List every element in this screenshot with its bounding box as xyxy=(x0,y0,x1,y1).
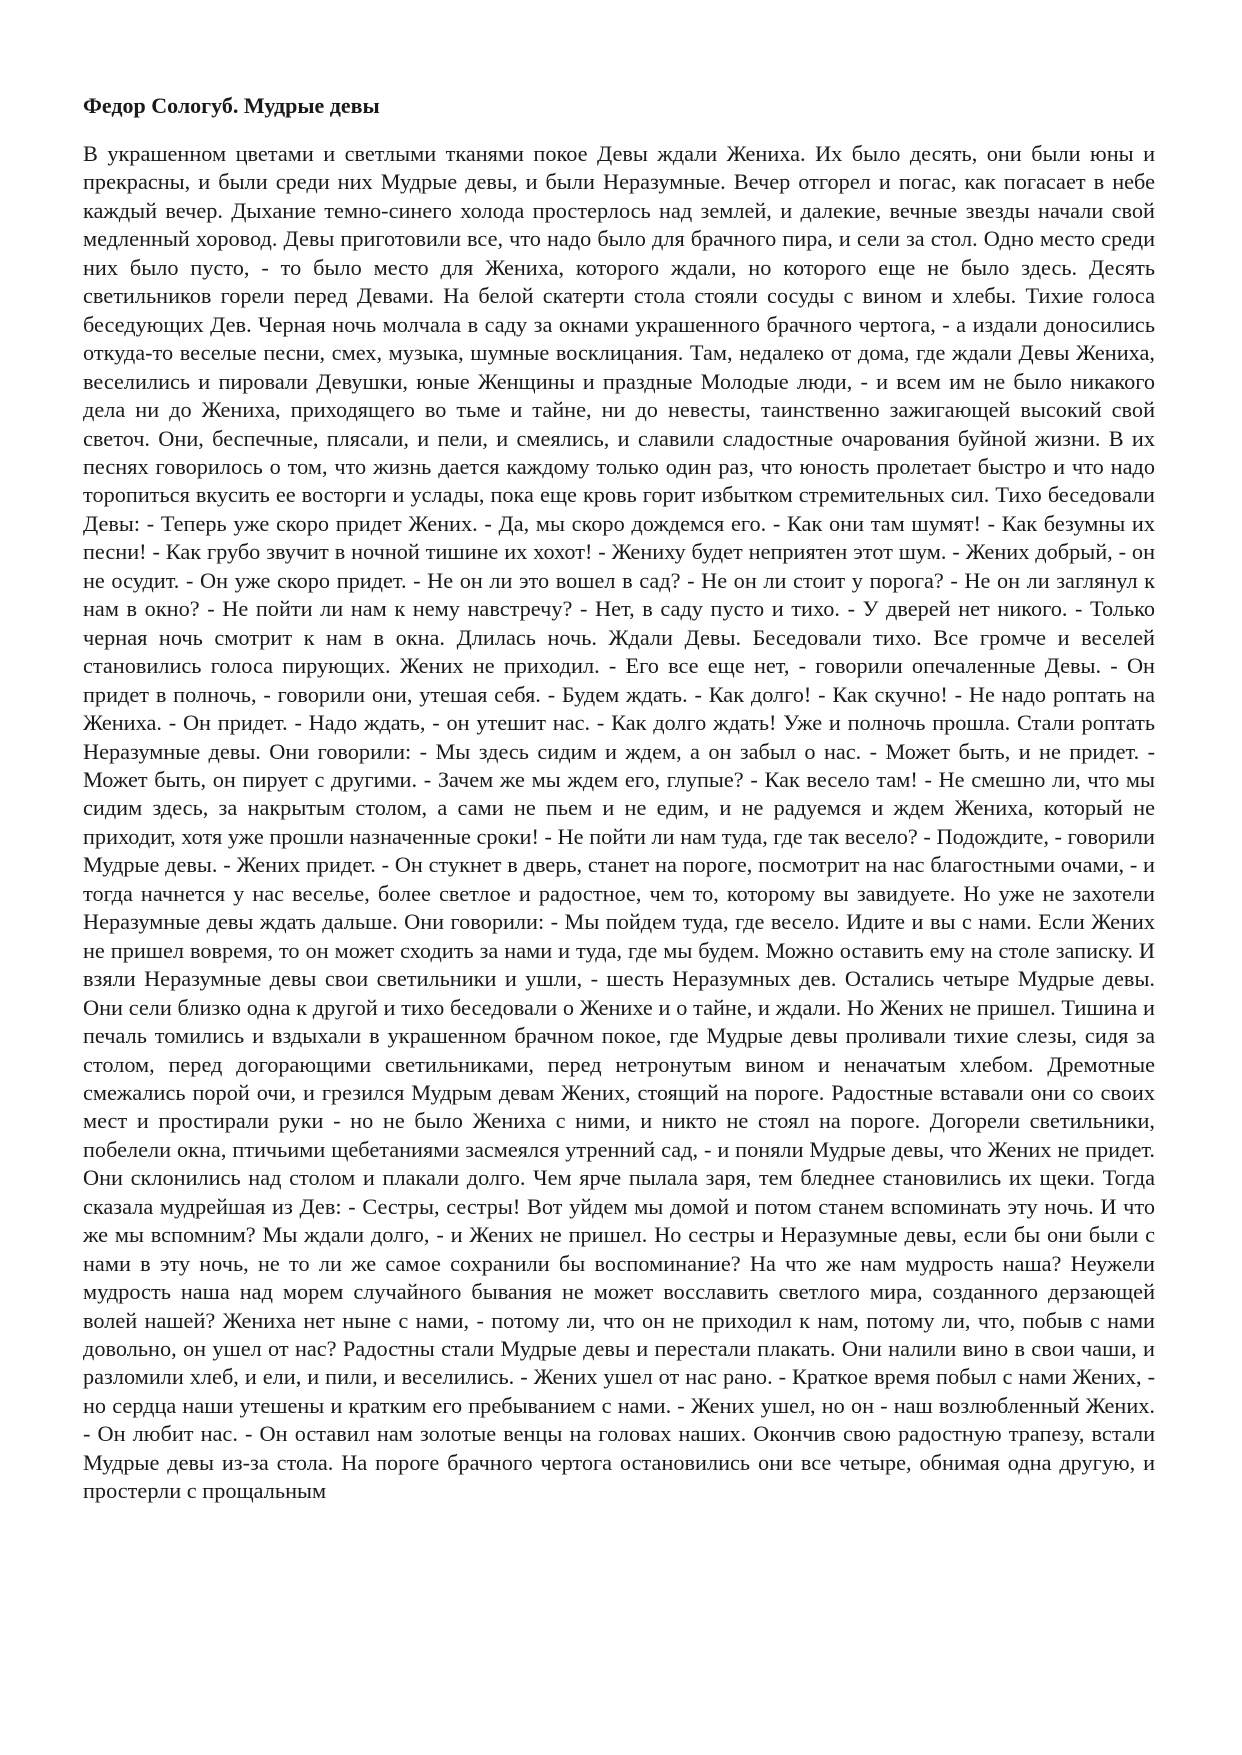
document-page xyxy=(83,92,1155,1506)
document-body-paragraph: В украшенном цветами и светлыми тканями покое Девы ждали Жениха. Их было десять, они были юны и прекрасны, и были среди них Мудрые девы, и были Неразумные. Вечер отгорел и погас, как погасает в небе каждый вечер. Дыхание темно-синего холода простерлось над землей, и далекие, вечные звезды начали свой медленный хоровод. Девы приготовили все, что надо было для брачного пира, и сели за стол. Одно место среди них было пусто, - то было место для Жениха, которого ждали, но которого еще не было здесь. Десять светильников горели перед Девами. На белой скатерти стола стояли сосуды с вином и хлебы. Тихие голоса беседующих Дев. Черная ночь молчала в саду за окнами украшенного брачного чертога, - а издали доносились откуда-то веселые песни, смех, музыка, шумные восклицания. Там, недалеко от дома, где ждали Девы Жениха, веселились и пировали Девушки, юные Женщины и праздные Молодые люди, - и всем им не было никакого дела ни до Жениха, приходящего во тьме и тайне, ни до невесты, таинственно зажигающей высокий свой светоч. Они, беспечные, плясали, и пели, и смеялись, и славили сладостные очарования буйной жизни. В их песнях говорилось о том, что жизнь дается каждому только один раз, что юность пролетает быстро и что надо торопиться вкусить ее восторги и услады, пока еще кровь горит избытком стремительных сил. Тихо беседовали Девы: - Теперь уже скоро придет Жених. - Да, мы скоро дождемся его. - Как они там шумят! - Как безумны их песни! - Как грубо звучит в ночной тишине их хохот! - Жениху будет неприятен этот шум. - Жених добрый, - он не осудит. - Он уже скоро придет. - Не он ли это вошел в сад? - Не он ли стоит у порога? - Не он ли заглянул к нам в окно? - Не пойти ли нам к нему навстречу? - Нет, в саду пусто и тихо. - У дверей нет никого. - Только черная ночь смотрит к нам в окна. Длилась ночь. Ждали Девы. Беседовали тихо. Все громче и веселей становились голоса пирующих. Жених не приходил. - Его все еще нет, - говорили опечаленные Девы. - Он придет в полночь, - говорили они, утешая себя. - Будем ждать. - Как долго! - Как скучно! - Не надо роптать на Жениха. - Он придет. - Надо ждать, - он утешит нас. - Как долго ждать! Уже и полночь прошла. Стали роптать Неразумные девы. Они говорили: - Мы здесь сидим и ждем, а он забыл о нас. - Может быть, и не придет. - Может быть, он пирует с другими. - Зачем же мы ждем его, глупые? - Как весело там! - Не смешно ли, что мы сидим здесь, за накрытым столом, а сами не пьем и не едим, и не радуемся и ждем Жениха, который не приходит, хотя уже прошли назначенные сроки! - Не пойти ли нам туда, где так весело? - Подождите, - говорили Мудрые девы. - Жених придет. - Он стукнет в дверь, станет на пороге, посмотрит на нас благостными очами, - и тогда начнется у нас веселье, более светлое и радостное, чем то, которому вы завидуете. Но уже не захотели Неразумные девы ждать дальше. Они говорили: - Мы пойдем туда, где весело. Идите и вы с нами. Если Жених не пришел вовремя, то он может сходить за нами и туда, где мы будем. Можно оставить ему на столе записку. И взяли Неразумные девы свои светильники и ушли, - шесть Неразумных дев. Остались четыре Мудрые девы. Они сели близко одна к другой и тихо беседовали о Женихе и о тайне, и ждали. Но Жених не пришел. Тишина и печаль томились и вздыхали в украшенном брачном покое, где Мудрые девы проливали тихие слезы, сидя за столом, перед догорающими светильниками, перед нетронутым вином и неначатым хлебом. Дремотные смежались порой очи, и грезился Мудрым девам Жених, стоящий на пороге. Радостные вставали они со своих мест и простирали руки - но не было Жениха с ними, и никто не стоял на пороге. Догорели светильники, побелели окна, птичьими щебетаниями засмеялся утренний сад, - и поняли Мудрые девы, что Жених не придет. Они склонились над столом и плакали долго. Чем ярче пылала заря, тем бледнее становились их щеки. Тогда сказала мудрейшая из Дев: - Сестры, сестры! Вот уйдем мы домой и потом станем вспоминать эту ночь. И что же мы вспомним? Мы ждали долго, - и Жених не пришел. Но сестры и Неразумные девы, если бы они были с нами в эту ночь, не то ли же самое сохранили бы воспоминание? На что же нам мудрость наша? Неужели мудрость наша над морем случайного бывания не может восславить светлого мира, созданного дерзающей волей нашей? Жениха нет ныне с нами, - потому ли, что он не приходил к нам, потому ли, что, побыв с нами довольно, он ушел от нас? Радостны стали Мудрые девы и перестали плакать. Они налили вино в свои чаши, и разломили хлеб, и ели, и пили, и веселились. - Жених ушел от нас рано. - Краткое время побыл с нами Жених, - но сердца наши утешены и кратким его пребыванием с нами. - Жених ушел, но он - наш возлюбленный Жених. - Он любит нас. - Он оставил нам золотые венцы на головах наших. Окончив свою радостную трапезу, встали Мудрые девы из-за стола. На пороге брачного чертога остановились они все четыре, обнимая одна другую, и простерли с прощальным xyxy=(83,141,1155,1504)
document-title: Федор Сологуб. Мудрые девы xyxy=(83,93,380,118)
